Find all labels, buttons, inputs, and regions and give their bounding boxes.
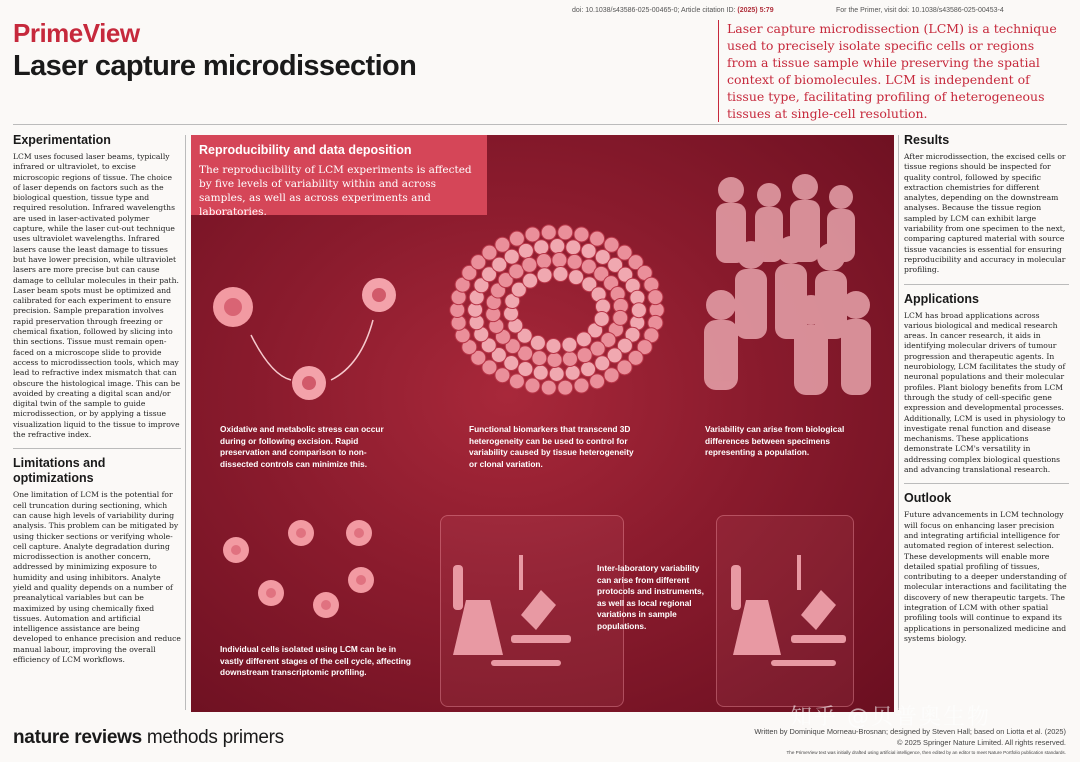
- panel-title: Reproducibility and data deposition: [199, 143, 412, 157]
- limitations-heading: Limitations and optimizations: [13, 456, 106, 486]
- right-column: [904, 133, 1069, 644]
- credit-ai-note: The PrimeView text was initially drafted using artificial intelligence, then edited by an editor to meet Nature Portfolio publication standards.: [786, 750, 1066, 755]
- experimentation-heading: Experimentation: [13, 133, 111, 147]
- panel-subtitle: The reproducibility of LCM experiments is affected by five levels of variability within and across samples, as well as across experiments and laboratories.: [199, 164, 472, 218]
- left-column: [13, 133, 181, 665]
- reproducibility-panel: [191, 135, 894, 712]
- caption-biomarkers: Functional biomarkers that transcend 3D heterogeneity can be used to control for variability caused by tissue heterogeneity or clonal variation.: [469, 424, 634, 469]
- outlook-text: Future advancements in LCM technology will focus on enhancing laser precision and integrating artificial intelligence for automated region of interest selection. These developments will enable more detailed spatial profiling of tissues, contributing to a deeper understanding of molecular interactions and facilitating the discovery of new therapeutic targets. The integration of LCM with other spatial profiling tools will continue to expand its applications in personalized medicine and systems biology.: [904, 510, 1067, 643]
- caption-stress: Oxidative and metabolic stress can occur during or following excision. Rapid preservation and comparison to non-dissected controls can minimize this.: [220, 424, 384, 469]
- brand-title: PrimeView: [13, 18, 140, 48]
- panel-header: [191, 135, 487, 218]
- article-doi: doi: 10.1038/s43586-025-00465-0; Article citation ID: (2025) 5:79: [572, 7, 774, 14]
- credit-copyright: © 2025 Springer Nature Limited. All rights reserved.: [897, 738, 1066, 747]
- credit-authors: Written by Dominique Morneau-Brosnan; designed by Steven Hall; based on Liotta et al. (2025): [754, 727, 1066, 736]
- divider: [904, 284, 1069, 285]
- tissue-ring-icon: [450, 225, 665, 395]
- primer-doi: For the Primer, visit doi: 10.1038/s43586-025-00453-4: [836, 7, 1004, 14]
- journal-brand-light: methods primers: [141, 727, 284, 748]
- cell-stress-icon: [213, 278, 396, 400]
- caption-interlab: Inter-laboratory variability can arise from different protocols and instruments, as well as local regional variations in sample populations.: [597, 563, 704, 631]
- divider: [13, 448, 181, 449]
- results-text: After microdissection, the excised cells or tissue regions should be inspected for quality control, followed by specific extraction chemistries for different analytes, depending on the downstream analyses. Because the tissue region sampled by LCM can exhibit large variability from one specimen to the next, comparing captured material with source tissue vacancies is essential for ensuring reproducibility and accuracy in molecular profiling.: [904, 152, 1066, 275]
- results-heading: Results: [904, 133, 950, 147]
- applications-heading: Applications: [904, 291, 980, 306]
- page-title: Laser capture microdissection: [13, 50, 417, 82]
- experimentation-text: LCM uses focused laser beams, typically infrared or ultraviolet, to excise microscopic regions of tissue. The choice of laser depends on factors such as the biological question, tissue type and required resolution. Infrared wavelengths are used in laser-activated polymer capture, while the laser cut-out technique uses ultraviolet wavelengths. Infrared lasers cause the least damage to tissues but have lower precision, while ultraviolet lasers are more precise but can cause damage to cellular molecules in their path. Laser beam spots must be optimized and calibrated for each experiment to ensure precision. Sample preparation involves rapid preservation through freezing or chemical fixation, followed by slicing into thin sections. Tissue must remain open-faced on a microscope slide to provide access to microdissection tools, which may lead to refractive index mismatch that can obscure the histological image. This can be avoided by creating a digital scan and/or digital twin of the sample to guide microdissection, or by applying a tissue visualization liquid to the tissue to improve the refractive index.: [13, 152, 181, 440]
- watermark: 知乎 @贝普奥生物: [790, 705, 991, 730]
- limitations-text: One limitation of LCM is the potential for cell truncation during sectioning, which can cause high levels of variability during analysis. This problem can be mitigated by using thicker sections or verifying whole-cell capture. Analyte degradation during microdissection is another concern, addressed by minimizing exposure to humidity and using inhibitors. Analyte yield and quality depends on a number of preanalytical variables but can be maximized by using chemically fixed tissues. Automation and artificial intelligence assistance are being developed to enhance precision and reduce manual labour, improving the overall efficiency of LCM workflows.: [13, 490, 181, 665]
- header-rule: [13, 124, 1067, 125]
- intro-text: Laser capture microdissection (LCM) is a technique used to precisely isolate specific cells or regions from a tissue sample while preserving the spatial context of biomolecules. LCM is independent of tissue type, facilitating profiling of heterogeneous tissues at single-cell resolution.: [718, 20, 1067, 122]
- article-citation: (2025) 5:79: [737, 7, 774, 14]
- journal-brand-bold: nature reviews: [13, 727, 142, 748]
- caption-cell-cycle: Individual cells isolated using LCM can be in vastly different stages of the cell cycle, affecting downstream transcriptomic profiling.: [220, 644, 411, 677]
- outlook-heading: Outlook: [904, 491, 952, 506]
- cell-cycle-icon: [223, 520, 374, 618]
- divider: [904, 483, 1069, 484]
- lab-box-right: [716, 515, 854, 707]
- applications-text: LCM has broad applications across various biological and medical research areas. In cancer research, it aids in identifying molecular drivers of tumour progression and therapeutic agents. In neurobiology, LCM facilitates the study of neuronal populations and their molecular profiles. Plant biology benefits from LCM through the study of cell-specific gene expression and developmental processes. Additionally, LCM is used in physiology to investigate renal function and disease mechanisms. These applications demonstrate LCM's versatility in addressing complex biological questions and advancing translational research.: [904, 310, 1066, 475]
- caption-population: Variability can arise from biological differences between specimens representing a population.: [705, 424, 845, 457]
- left-divider: [185, 135, 186, 710]
- population-crowd-icon: [704, 174, 871, 395]
- right-divider: [898, 135, 899, 710]
- journal-brand: [13, 727, 284, 749]
